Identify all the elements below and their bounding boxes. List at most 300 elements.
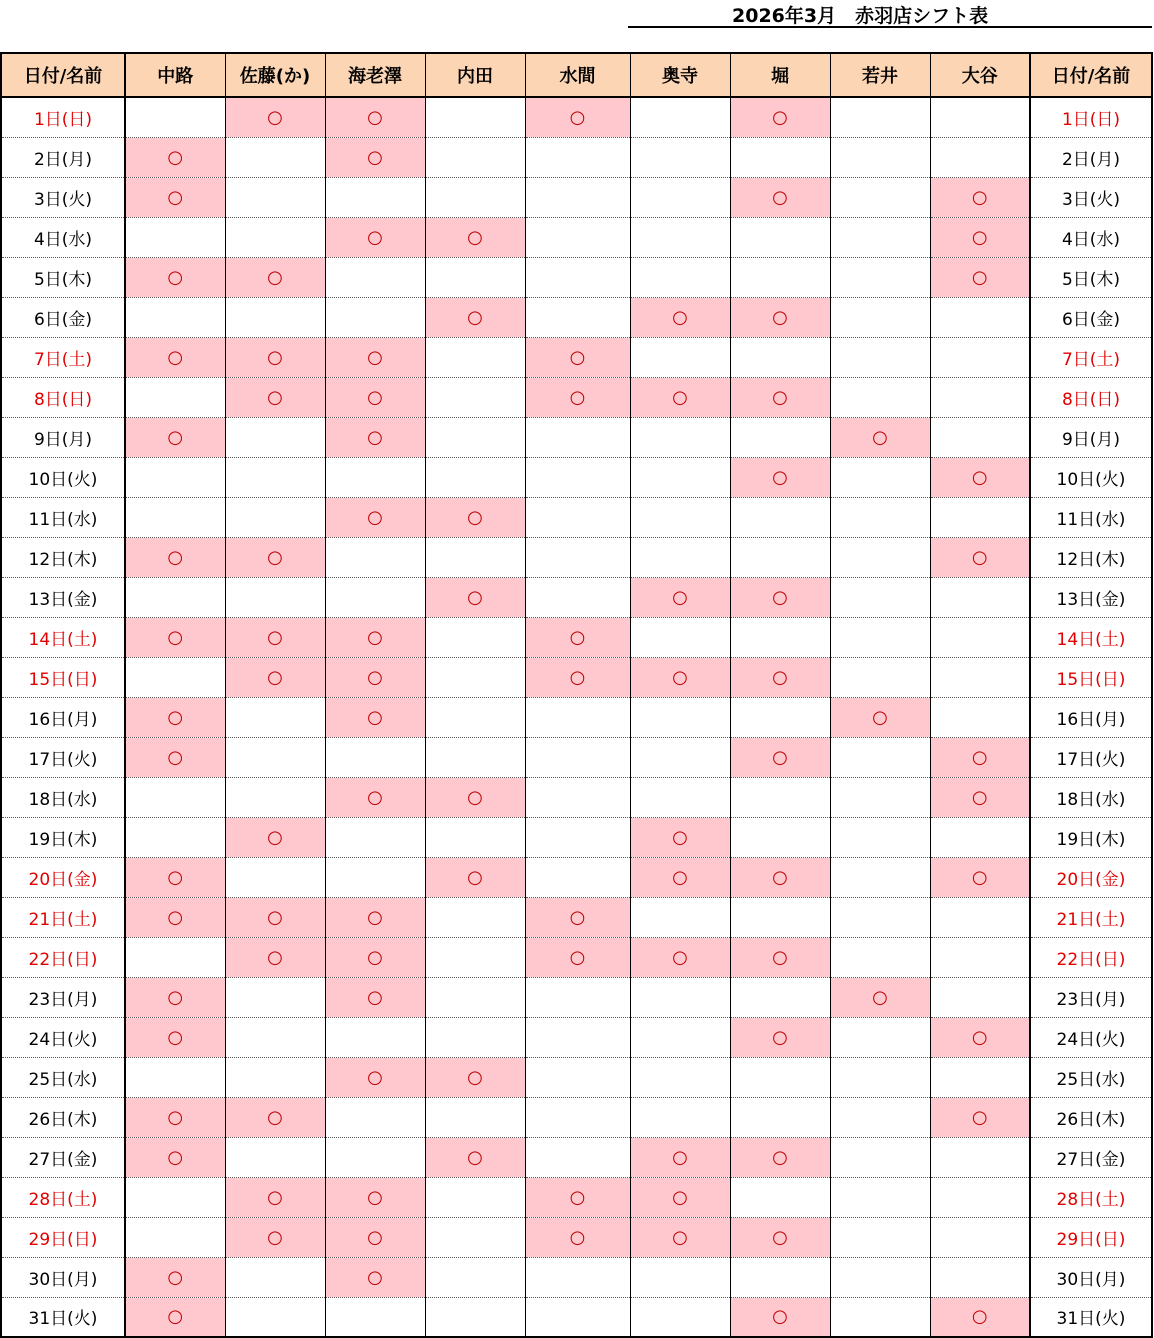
empty-cell[interactable]	[425, 137, 525, 177]
shift-mark-cell[interactable]: ○	[930, 777, 1030, 817]
date-cell-left[interactable]: 16日(月)	[1, 697, 125, 737]
empty-cell[interactable]	[930, 977, 1030, 1017]
date-cell-right[interactable]: 2日(月)	[1030, 137, 1152, 177]
empty-cell[interactable]	[525, 777, 630, 817]
header-name-7[interactable]: 堀	[730, 53, 830, 97]
date-cell-left[interactable]: 19日(木)	[1, 817, 125, 857]
date-cell-left[interactable]: 26日(木)	[1, 1097, 125, 1137]
date-cell-left[interactable]: 9日(月)	[1, 417, 125, 457]
date-cell-right[interactable]: 23日(月)	[1030, 977, 1152, 1017]
empty-cell[interactable]	[630, 1017, 730, 1057]
empty-cell[interactable]	[730, 1097, 830, 1137]
shift-mark-cell[interactable]: ○	[125, 857, 225, 897]
shift-mark-cell[interactable]: ○	[930, 217, 1030, 257]
empty-cell[interactable]	[830, 657, 930, 697]
empty-cell[interactable]	[830, 137, 930, 177]
empty-cell[interactable]	[930, 1057, 1030, 1097]
shift-mark-cell[interactable]: ○	[125, 1297, 225, 1337]
date-cell-right[interactable]: 21日(土)	[1030, 897, 1152, 937]
date-cell-right[interactable]: 11日(水)	[1030, 497, 1152, 537]
shift-mark-cell[interactable]: ○	[225, 537, 325, 577]
empty-cell[interactable]	[425, 337, 525, 377]
empty-cell[interactable]	[930, 497, 1030, 537]
date-cell-left[interactable]: 3日(火)	[1, 177, 125, 217]
empty-cell[interactable]	[930, 897, 1030, 937]
shift-mark-cell[interactable]: ○	[125, 977, 225, 1017]
shift-mark-cell[interactable]: ○	[525, 337, 630, 377]
empty-cell[interactable]	[425, 417, 525, 457]
empty-cell[interactable]	[525, 217, 630, 257]
date-cell-left[interactable]: 27日(金)	[1, 1137, 125, 1177]
empty-cell[interactable]	[425, 1217, 525, 1257]
date-cell-right[interactable]: 9日(月)	[1030, 417, 1152, 457]
shift-mark-cell[interactable]: ○	[125, 1017, 225, 1057]
date-cell-left[interactable]: 15日(日)	[1, 657, 125, 697]
date-cell-right[interactable]: 26日(木)	[1030, 1097, 1152, 1137]
shift-mark-cell[interactable]: ○	[730, 177, 830, 217]
empty-cell[interactable]	[630, 1297, 730, 1337]
empty-cell[interactable]	[325, 737, 425, 777]
empty-cell[interactable]	[930, 657, 1030, 697]
empty-cell[interactable]	[525, 297, 630, 337]
shift-mark-cell[interactable]: ○	[425, 497, 525, 537]
empty-cell[interactable]	[425, 737, 525, 777]
shift-mark-cell[interactable]: ○	[730, 577, 830, 617]
shift-mark-cell[interactable]: ○	[930, 1097, 1030, 1137]
empty-cell[interactable]	[225, 417, 325, 457]
shift-mark-cell[interactable]: ○	[325, 1217, 425, 1257]
empty-cell[interactable]	[525, 1137, 630, 1177]
date-cell-left[interactable]: 30日(月)	[1, 1257, 125, 1297]
empty-cell[interactable]	[225, 977, 325, 1017]
empty-cell[interactable]	[425, 1177, 525, 1217]
empty-cell[interactable]	[225, 577, 325, 617]
shift-mark-cell[interactable]: ○	[325, 497, 425, 537]
empty-cell[interactable]	[225, 697, 325, 737]
empty-cell[interactable]	[425, 177, 525, 217]
empty-cell[interactable]	[325, 177, 425, 217]
date-cell-left[interactable]: 14日(土)	[1, 617, 125, 657]
empty-cell[interactable]	[525, 457, 630, 497]
empty-cell[interactable]	[125, 1057, 225, 1097]
empty-cell[interactable]	[630, 217, 730, 257]
empty-cell[interactable]	[125, 457, 225, 497]
empty-cell[interactable]	[830, 577, 930, 617]
empty-cell[interactable]	[525, 417, 630, 457]
header-name-4[interactable]: 内田	[425, 53, 525, 97]
empty-cell[interactable]	[125, 297, 225, 337]
date-cell-left[interactable]: 10日(火)	[1, 457, 125, 497]
shift-mark-cell[interactable]: ○	[525, 377, 630, 417]
shift-mark-cell[interactable]: ○	[225, 257, 325, 297]
empty-cell[interactable]	[730, 497, 830, 537]
shift-mark-cell[interactable]: ○	[730, 377, 830, 417]
empty-cell[interactable]	[730, 1177, 830, 1217]
date-cell-right[interactable]: 8日(日)	[1030, 377, 1152, 417]
empty-cell[interactable]	[830, 1017, 930, 1057]
date-cell-right[interactable]: 10日(火)	[1030, 457, 1152, 497]
empty-cell[interactable]	[125, 1177, 225, 1217]
date-cell-left[interactable]: 12日(木)	[1, 537, 125, 577]
empty-cell[interactable]	[525, 257, 630, 297]
empty-cell[interactable]	[325, 297, 425, 337]
empty-cell[interactable]	[930, 1177, 1030, 1217]
shift-mark-cell[interactable]: ○	[325, 697, 425, 737]
shift-mark-cell[interactable]: ○	[325, 937, 425, 977]
shift-mark-cell[interactable]: ○	[425, 577, 525, 617]
empty-cell[interactable]	[730, 777, 830, 817]
date-cell-right[interactable]: 16日(月)	[1030, 697, 1152, 737]
empty-cell[interactable]	[630, 1097, 730, 1137]
shift-mark-cell[interactable]: ○	[830, 977, 930, 1017]
empty-cell[interactable]	[930, 697, 1030, 737]
shift-mark-cell[interactable]: ○	[325, 617, 425, 657]
empty-cell[interactable]	[830, 937, 930, 977]
empty-cell[interactable]	[525, 177, 630, 217]
empty-cell[interactable]	[730, 217, 830, 257]
date-cell-right[interactable]: 31日(火)	[1030, 1297, 1152, 1337]
shift-mark-cell[interactable]: ○	[125, 1137, 225, 1177]
empty-cell[interactable]	[125, 817, 225, 857]
empty-cell[interactable]	[125, 497, 225, 537]
empty-cell[interactable]	[730, 337, 830, 377]
date-cell-left[interactable]: 25日(水)	[1, 1057, 125, 1097]
shift-mark-cell[interactable]: ○	[525, 617, 630, 657]
empty-cell[interactable]	[225, 1017, 325, 1057]
empty-cell[interactable]	[730, 417, 830, 457]
empty-cell[interactable]	[225, 1297, 325, 1337]
shift-mark-cell[interactable]: ○	[125, 537, 225, 577]
empty-cell[interactable]	[125, 937, 225, 977]
empty-cell[interactable]	[325, 257, 425, 297]
date-cell-left[interactable]: 24日(火)	[1, 1017, 125, 1057]
header-name-1[interactable]: 中路	[125, 53, 225, 97]
date-cell-right[interactable]: 6日(金)	[1030, 297, 1152, 337]
shift-mark-cell[interactable]: ○	[525, 1177, 630, 1217]
shift-mark-cell[interactable]: ○	[630, 937, 730, 977]
empty-cell[interactable]	[425, 937, 525, 977]
header-name-5[interactable]: 水間	[525, 53, 630, 97]
date-cell-right[interactable]: 20日(金)	[1030, 857, 1152, 897]
empty-cell[interactable]	[325, 537, 425, 577]
empty-cell[interactable]	[830, 97, 930, 137]
shift-mark-cell[interactable]: ○	[225, 657, 325, 697]
empty-cell[interactable]	[630, 177, 730, 217]
shift-mark-cell[interactable]: ○	[525, 1217, 630, 1257]
empty-cell[interactable]	[225, 177, 325, 217]
shift-mark-cell[interactable]: ○	[225, 1177, 325, 1217]
empty-cell[interactable]	[630, 417, 730, 457]
empty-cell[interactable]	[325, 577, 425, 617]
empty-cell[interactable]	[225, 777, 325, 817]
shift-mark-cell[interactable]: ○	[225, 897, 325, 937]
shift-mark-cell[interactable]: ○	[325, 137, 425, 177]
empty-cell[interactable]	[930, 97, 1030, 137]
date-cell-right[interactable]: 15日(日)	[1030, 657, 1152, 697]
shift-mark-cell[interactable]: ○	[325, 337, 425, 377]
empty-cell[interactable]	[125, 1217, 225, 1257]
shift-mark-cell[interactable]: ○	[525, 897, 630, 937]
empty-cell[interactable]	[225, 857, 325, 897]
shift-mark-cell[interactable]: ○	[125, 737, 225, 777]
shift-mark-cell[interactable]: ○	[930, 1297, 1030, 1337]
empty-cell[interactable]	[225, 217, 325, 257]
shift-mark-cell[interactable]: ○	[630, 577, 730, 617]
empty-cell[interactable]	[830, 297, 930, 337]
date-cell-left[interactable]: 8日(日)	[1, 377, 125, 417]
date-cell-right[interactable]: 25日(水)	[1030, 1057, 1152, 1097]
empty-cell[interactable]	[525, 537, 630, 577]
empty-cell[interactable]	[830, 457, 930, 497]
empty-cell[interactable]	[525, 817, 630, 857]
empty-cell[interactable]	[830, 777, 930, 817]
empty-cell[interactable]	[830, 1057, 930, 1097]
shift-mark-cell[interactable]: ○	[225, 937, 325, 977]
shift-mark-cell[interactable]: ○	[630, 817, 730, 857]
header-name-9[interactable]: 大谷	[930, 53, 1030, 97]
date-cell-right[interactable]: 18日(水)	[1030, 777, 1152, 817]
shift-mark-cell[interactable]: ○	[125, 697, 225, 737]
empty-cell[interactable]	[930, 577, 1030, 617]
empty-cell[interactable]	[930, 937, 1030, 977]
shift-mark-cell[interactable]: ○	[730, 1137, 830, 1177]
shift-mark-cell[interactable]: ○	[930, 257, 1030, 297]
date-cell-left[interactable]: 20日(金)	[1, 857, 125, 897]
empty-cell[interactable]	[830, 617, 930, 657]
empty-cell[interactable]	[225, 457, 325, 497]
empty-cell[interactable]	[125, 217, 225, 257]
empty-cell[interactable]	[830, 1177, 930, 1217]
empty-cell[interactable]	[830, 817, 930, 857]
shift-mark-cell[interactable]: ○	[325, 1057, 425, 1097]
shift-mark-cell[interactable]: ○	[325, 977, 425, 1017]
shift-mark-cell[interactable]: ○	[630, 657, 730, 697]
shift-mark-cell[interactable]: ○	[225, 817, 325, 857]
shift-mark-cell[interactable]: ○	[630, 377, 730, 417]
empty-cell[interactable]	[630, 897, 730, 937]
date-cell-left[interactable]: 2日(月)	[1, 137, 125, 177]
date-cell-left[interactable]: 17日(火)	[1, 737, 125, 777]
date-cell-left[interactable]: 22日(日)	[1, 937, 125, 977]
date-cell-right[interactable]: 1日(日)	[1030, 97, 1152, 137]
shift-mark-cell[interactable]: ○	[930, 457, 1030, 497]
date-cell-right[interactable]: 24日(火)	[1030, 1017, 1152, 1057]
empty-cell[interactable]	[830, 497, 930, 537]
empty-cell[interactable]	[525, 1297, 630, 1337]
empty-cell[interactable]	[830, 1097, 930, 1137]
empty-cell[interactable]	[525, 1097, 630, 1137]
shift-mark-cell[interactable]: ○	[325, 777, 425, 817]
empty-cell[interactable]	[425, 457, 525, 497]
shift-mark-cell[interactable]: ○	[730, 297, 830, 337]
empty-cell[interactable]	[525, 737, 630, 777]
shift-mark-cell[interactable]: ○	[225, 1097, 325, 1137]
empty-cell[interactable]	[125, 97, 225, 137]
shift-mark-cell[interactable]: ○	[830, 697, 930, 737]
empty-cell[interactable]	[830, 177, 930, 217]
empty-cell[interactable]	[630, 337, 730, 377]
empty-cell[interactable]	[325, 857, 425, 897]
empty-cell[interactable]	[930, 1217, 1030, 1257]
date-cell-right[interactable]: 22日(日)	[1030, 937, 1152, 977]
shift-mark-cell[interactable]: ○	[225, 337, 325, 377]
empty-cell[interactable]	[730, 137, 830, 177]
empty-cell[interactable]	[830, 337, 930, 377]
empty-cell[interactable]	[630, 537, 730, 577]
header-name-3[interactable]: 海老澤	[325, 53, 425, 97]
empty-cell[interactable]	[425, 377, 525, 417]
shift-mark-cell[interactable]: ○	[630, 857, 730, 897]
date-cell-left[interactable]: 4日(水)	[1, 217, 125, 257]
shift-mark-cell[interactable]: ○	[425, 857, 525, 897]
empty-cell[interactable]	[525, 1017, 630, 1057]
shift-mark-cell[interactable]: ○	[125, 177, 225, 217]
empty-cell[interactable]	[425, 817, 525, 857]
header-name-2[interactable]: 佐藤(か)	[225, 53, 325, 97]
empty-cell[interactable]	[930, 1257, 1030, 1297]
date-cell-left[interactable]: 13日(金)	[1, 577, 125, 617]
date-cell-right[interactable]: 14日(土)	[1030, 617, 1152, 657]
shift-mark-cell[interactable]: ○	[325, 217, 425, 257]
date-cell-left[interactable]: 18日(水)	[1, 777, 125, 817]
shift-mark-cell[interactable]: ○	[325, 657, 425, 697]
empty-cell[interactable]	[730, 1257, 830, 1297]
empty-cell[interactable]	[630, 257, 730, 297]
empty-cell[interactable]	[830, 737, 930, 777]
date-cell-right[interactable]: 12日(木)	[1030, 537, 1152, 577]
shift-mark-cell[interactable]: ○	[730, 937, 830, 977]
shift-mark-cell[interactable]: ○	[730, 657, 830, 697]
date-cell-left[interactable]: 31日(火)	[1, 1297, 125, 1337]
shift-mark-cell[interactable]: ○	[125, 897, 225, 937]
empty-cell[interactable]	[630, 97, 730, 137]
date-cell-right[interactable]: 13日(金)	[1030, 577, 1152, 617]
empty-cell[interactable]	[930, 297, 1030, 337]
shift-mark-cell[interactable]: ○	[325, 1177, 425, 1217]
shift-mark-cell[interactable]: ○	[325, 377, 425, 417]
shift-mark-cell[interactable]: ○	[225, 97, 325, 137]
shift-mark-cell[interactable]: ○	[425, 217, 525, 257]
empty-cell[interactable]	[730, 897, 830, 937]
shift-mark-cell[interactable]: ○	[630, 1217, 730, 1257]
empty-cell[interactable]	[930, 137, 1030, 177]
shift-mark-cell[interactable]: ○	[730, 737, 830, 777]
empty-cell[interactable]	[930, 617, 1030, 657]
empty-cell[interactable]	[325, 1137, 425, 1177]
date-cell-left[interactable]: 11日(水)	[1, 497, 125, 537]
date-cell-right[interactable]: 7日(土)	[1030, 337, 1152, 377]
shift-mark-cell[interactable]: ○	[325, 97, 425, 137]
shift-mark-cell[interactable]: ○	[930, 177, 1030, 217]
shift-mark-cell[interactable]: ○	[125, 137, 225, 177]
empty-cell[interactable]	[525, 977, 630, 1017]
shift-mark-cell[interactable]: ○	[730, 1017, 830, 1057]
empty-cell[interactable]	[730, 537, 830, 577]
empty-cell[interactable]	[425, 97, 525, 137]
empty-cell[interactable]	[425, 977, 525, 1017]
empty-cell[interactable]	[425, 697, 525, 737]
empty-cell[interactable]	[325, 457, 425, 497]
date-cell-right[interactable]: 30日(月)	[1030, 1257, 1152, 1297]
shift-mark-cell[interactable]: ○	[730, 97, 830, 137]
empty-cell[interactable]	[525, 577, 630, 617]
empty-cell[interactable]	[125, 777, 225, 817]
empty-cell[interactable]	[125, 657, 225, 697]
empty-cell[interactable]	[525, 697, 630, 737]
empty-cell[interactable]	[930, 417, 1030, 457]
shift-mark-cell[interactable]: ○	[830, 417, 930, 457]
empty-cell[interactable]	[830, 217, 930, 257]
empty-cell[interactable]	[730, 697, 830, 737]
shift-mark-cell[interactable]: ○	[930, 1017, 1030, 1057]
empty-cell[interactable]	[930, 337, 1030, 377]
empty-cell[interactable]	[525, 857, 630, 897]
empty-cell[interactable]	[425, 617, 525, 657]
header-name-6[interactable]: 奥寺	[630, 53, 730, 97]
empty-cell[interactable]	[325, 817, 425, 857]
empty-cell[interactable]	[730, 257, 830, 297]
shift-mark-cell[interactable]: ○	[325, 1257, 425, 1297]
empty-cell[interactable]	[830, 257, 930, 297]
empty-cell[interactable]	[830, 1217, 930, 1257]
empty-cell[interactable]	[425, 1257, 525, 1297]
date-cell-right[interactable]: 19日(木)	[1030, 817, 1152, 857]
empty-cell[interactable]	[325, 1017, 425, 1057]
header-date-right[interactable]: 日付/名前	[1030, 53, 1152, 97]
empty-cell[interactable]	[525, 1057, 630, 1097]
empty-cell[interactable]	[630, 977, 730, 1017]
shift-mark-cell[interactable]: ○	[425, 1057, 525, 1097]
date-cell-left[interactable]: 1日(日)	[1, 97, 125, 137]
empty-cell[interactable]	[425, 257, 525, 297]
empty-cell[interactable]	[930, 1137, 1030, 1177]
shift-mark-cell[interactable]: ○	[630, 1177, 730, 1217]
empty-cell[interactable]	[225, 137, 325, 177]
date-cell-right[interactable]: 3日(火)	[1030, 177, 1152, 217]
date-cell-left[interactable]: 21日(土)	[1, 897, 125, 937]
empty-cell[interactable]	[425, 1097, 525, 1137]
empty-cell[interactable]	[525, 1257, 630, 1297]
empty-cell[interactable]	[830, 857, 930, 897]
shift-mark-cell[interactable]: ○	[730, 857, 830, 897]
empty-cell[interactable]	[930, 817, 1030, 857]
shift-mark-cell[interactable]: ○	[325, 417, 425, 457]
empty-cell[interactable]	[225, 1137, 325, 1177]
shift-mark-cell[interactable]: ○	[325, 897, 425, 937]
shift-mark-cell[interactable]: ○	[125, 1257, 225, 1297]
shift-mark-cell[interactable]: ○	[930, 857, 1030, 897]
shift-mark-cell[interactable]: ○	[630, 297, 730, 337]
empty-cell[interactable]	[830, 1257, 930, 1297]
shift-mark-cell[interactable]: ○	[125, 337, 225, 377]
empty-cell[interactable]	[630, 457, 730, 497]
empty-cell[interactable]	[730, 817, 830, 857]
date-cell-left[interactable]: 6日(金)	[1, 297, 125, 337]
empty-cell[interactable]	[630, 697, 730, 737]
empty-cell[interactable]	[125, 577, 225, 617]
empty-cell[interactable]	[425, 897, 525, 937]
shift-mark-cell[interactable]: ○	[225, 377, 325, 417]
empty-cell[interactable]	[730, 977, 830, 1017]
empty-cell[interactable]	[630, 497, 730, 537]
empty-cell[interactable]	[930, 377, 1030, 417]
date-cell-right[interactable]: 17日(火)	[1030, 737, 1152, 777]
shift-mark-cell[interactable]: ○	[225, 617, 325, 657]
empty-cell[interactable]	[630, 777, 730, 817]
shift-mark-cell[interactable]: ○	[125, 1097, 225, 1137]
empty-cell[interactable]	[630, 737, 730, 777]
shift-mark-cell[interactable]: ○	[525, 97, 630, 137]
